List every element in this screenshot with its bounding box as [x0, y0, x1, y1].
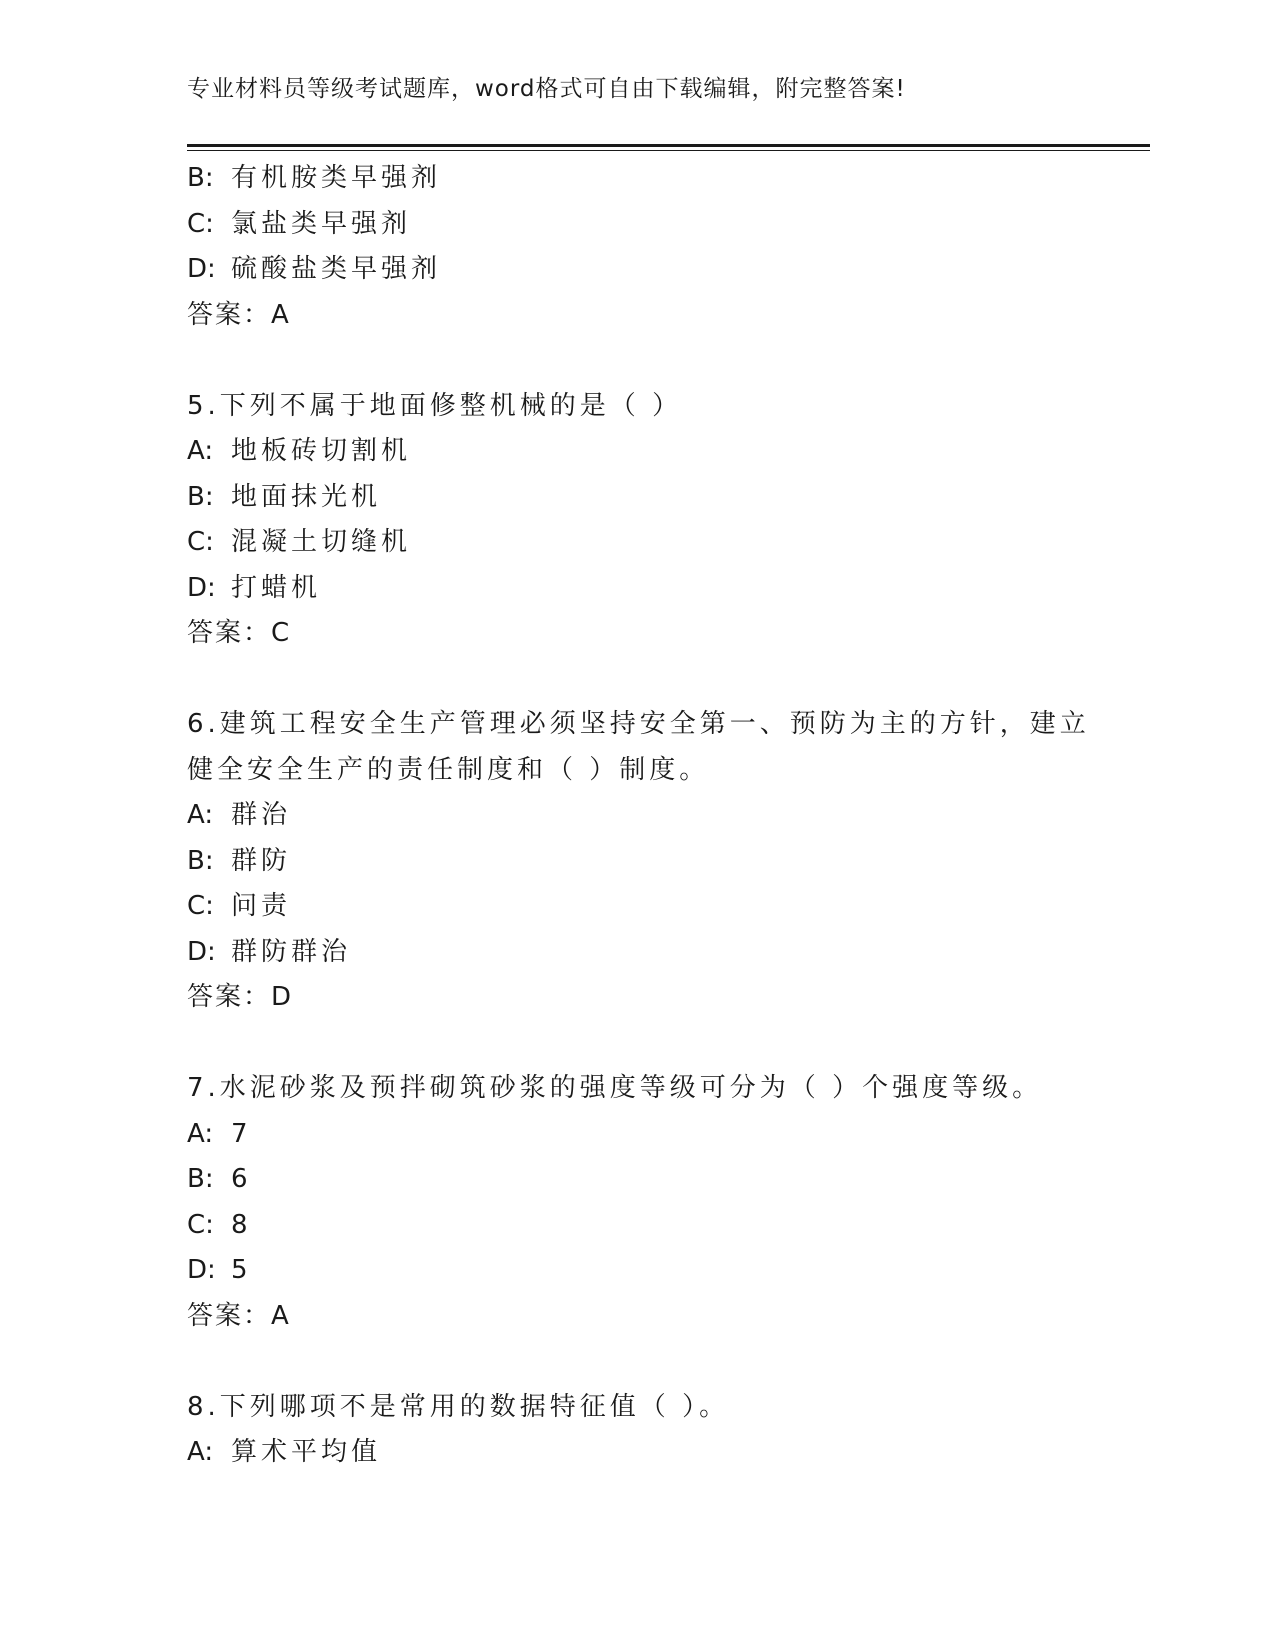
answer-line: 答案：A — [187, 299, 291, 330]
option-line — [187, 1157, 1087, 1203]
option-letter: D: — [187, 572, 216, 603]
page-header: 专业材料员等级考试题库，word格式可自由下载编辑，附完整答案! — [187, 76, 906, 102]
question-stem: 6.建筑工程安全生产管理必须坚持安全第一、预防为主的方针，建立 — [187, 709, 1090, 739]
option-letter: C: — [187, 527, 214, 557]
option-line — [187, 884, 1087, 930]
option-text: 混凝土切缝机 — [231, 527, 412, 557]
option-text: 算术平均值 — [231, 1437, 382, 1467]
option-line — [187, 1203, 1087, 1249]
answer-line: 答案：C — [187, 618, 292, 648]
option-line — [187, 930, 1087, 976]
question-stem: 7.水泥砂浆及预拌砌筑砂浆的强度等级可分为（ ）个强度等级。 — [187, 1073, 1043, 1103]
option-line — [187, 429, 1087, 475]
option-line — [187, 1248, 1087, 1294]
option-text: 群治 — [231, 800, 292, 830]
option-line — [187, 839, 1087, 885]
option-text: 打蜡机 — [231, 572, 322, 603]
header-divider-thick — [187, 144, 1150, 147]
option-letter: A: — [187, 1437, 214, 1467]
question-stem: 5.下列不属于地面修整机械的是（ ） — [187, 390, 683, 421]
option-text: 8 — [231, 1209, 252, 1240]
option-text: 群防群治 — [231, 936, 352, 967]
option-line — [187, 247, 1087, 293]
answer-line: 答案：A — [187, 1300, 291, 1331]
option-line — [187, 1112, 1087, 1158]
question-stem: 8.下列哪项不是常用的数据特征值（ ）。 — [187, 1391, 730, 1422]
option-letter: B: — [187, 1164, 214, 1194]
option-letter: D: — [187, 1255, 216, 1285]
option-text: 6 — [231, 1164, 252, 1194]
answer-line: 答案：D — [187, 982, 294, 1012]
option-text: 5 — [231, 1255, 252, 1285]
option-line — [187, 156, 1087, 202]
option-text: 问责 — [231, 891, 292, 921]
option-text: 地面抹光机 — [231, 481, 382, 512]
option-letter: C: — [187, 208, 214, 239]
option-letter: A: — [187, 800, 214, 830]
option-letter: B: — [187, 163, 214, 193]
option-line — [187, 1430, 1087, 1476]
option-text: 有机胺类早强剂 — [231, 163, 442, 193]
option-line — [187, 475, 1087, 521]
option-text: 硫酸盐类早强剂 — [231, 254, 442, 284]
option-letter: A: — [187, 1118, 214, 1149]
question-content — [187, 156, 1090, 1476]
option-text: 氯盐类早强剂 — [231, 208, 412, 239]
option-letter: A: — [187, 436, 214, 466]
question-stem-continued: 健全安全生产的责任制度和（ ）制度。 — [187, 754, 710, 785]
option-text: 地板砖切割机 — [231, 436, 412, 466]
option-letter: B: — [187, 481, 214, 512]
option-text: 群防 — [231, 845, 292, 876]
option-line — [187, 793, 1087, 839]
header-divider-thin — [187, 150, 1150, 151]
option-line — [187, 202, 1087, 248]
option-line — [187, 520, 1087, 566]
option-letter: D: — [187, 936, 216, 967]
option-letter: C: — [187, 1209, 214, 1240]
option-letter: D: — [187, 254, 216, 284]
option-letter: C: — [187, 891, 214, 921]
option-text: 7 — [231, 1118, 252, 1149]
option-letter: B: — [187, 845, 214, 876]
option-line — [187, 566, 1087, 612]
